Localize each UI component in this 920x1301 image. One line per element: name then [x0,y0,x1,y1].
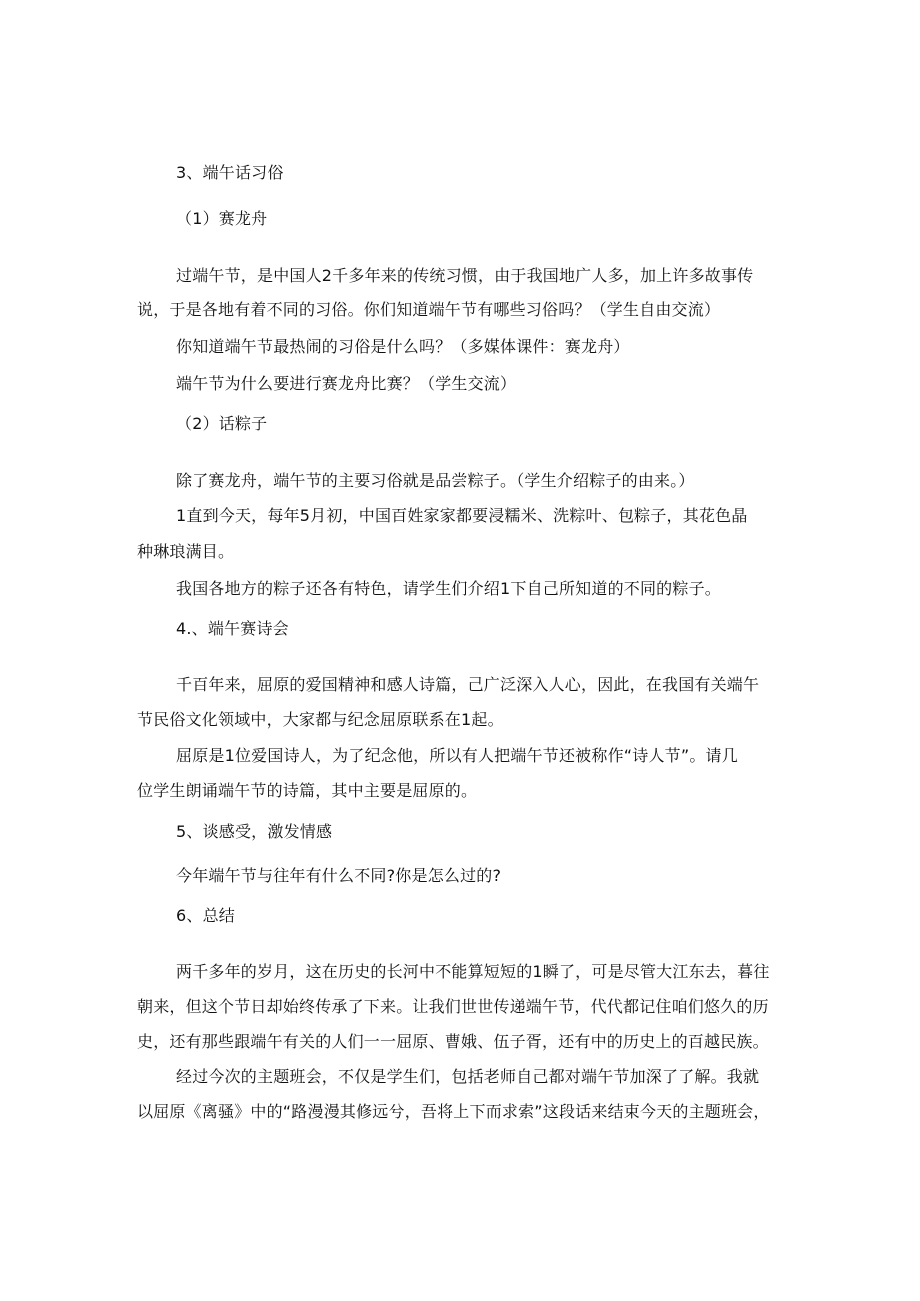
paragraph-line: 两千多年的岁月，这在历史的长河中不能算短短的1瞬了，可是尽管大江东去，暮往 [176,962,770,981]
paragraph-line: 过端午节，是中国人2千多年来的传统习惯，由于我国地广人多，加上许多故事传 [176,266,754,285]
paragraph-line: 你知道端午节最热闹的习俗是什么吗？（多媒体课件：赛龙舟） [176,337,630,356]
paragraph-line: 屈原是1位爱国诗人，为了纪念他，所以有人把端午节还被称作“诗人节”。请几 [176,746,738,765]
section-heading-customs: 3、端午话习俗 [176,163,284,182]
paragraph-line: 除了赛龙舟，端午节的主要习俗就是品尝粽子。（学生介绍粽子的由来。） [176,471,695,490]
paragraph-line: 1直到今天，每年5月初，中国百姓家家都要浸糯米、洗粽叶、包粽子，其花色晶 [176,506,748,525]
paragraph-line: 说，于是各地有着不同的习俗。你们知道端午节有哪些习俗吗？（学生自由交流） [137,300,721,319]
paragraph-line: 节民俗文化领域中，大家都与纪念屈原联系在1起。 [137,710,504,729]
paragraph-line: 史，还有那些跟端午有关的人们一一屈原、曹娥、伍子胥，还有中的历史上的百越民族。 [137,1032,769,1051]
paragraph-line: 种琳琅满目。 [137,542,235,561]
paragraph-line: 以屈原《离骚》中的“路漫漫其修远兮，吾将上下而求索”这段话来结束今天的主题班会， [137,1102,770,1121]
section-heading-summary: 6、总结 [176,906,235,925]
paragraph-line: 我国各地方的粽子还各有特色，请学生们介绍1下自己所知道的不同的粽子。 [176,579,721,598]
subheading-dragon-boat: （1）赛龙舟 [176,209,268,228]
paragraph-line: 端午节为什么要进行赛龙舟比赛？（学生交流） [176,374,517,393]
paragraph-line: 朝来，但这个节日却始终传承了下来。让我们世世传递端午节，代代都记住咱们悠久的历 [137,997,769,1016]
section-heading-feelings: 5、谈感受，激发情感 [176,822,333,841]
paragraph-line: 千百年来，屈原的爱国精神和感人诗篇，己广泛深入人心，因此，在我国有关端午 [176,675,760,694]
paragraph-line: 经过今次的主题班会，不仅是学生们，包括老师自己都对端午节加深了了解。我就 [176,1067,760,1086]
paragraph-line: 位学生朗诵端午节的诗篇，其中主要是屈原的。 [137,781,478,800]
paragraph-line: 今年端午节与往年有什么不同?你是怎么过的? [176,866,502,885]
subheading-zongzi: （2）话粽子 [176,414,268,433]
section-heading-poetry: 4.、端午赛诗会 [176,619,289,638]
